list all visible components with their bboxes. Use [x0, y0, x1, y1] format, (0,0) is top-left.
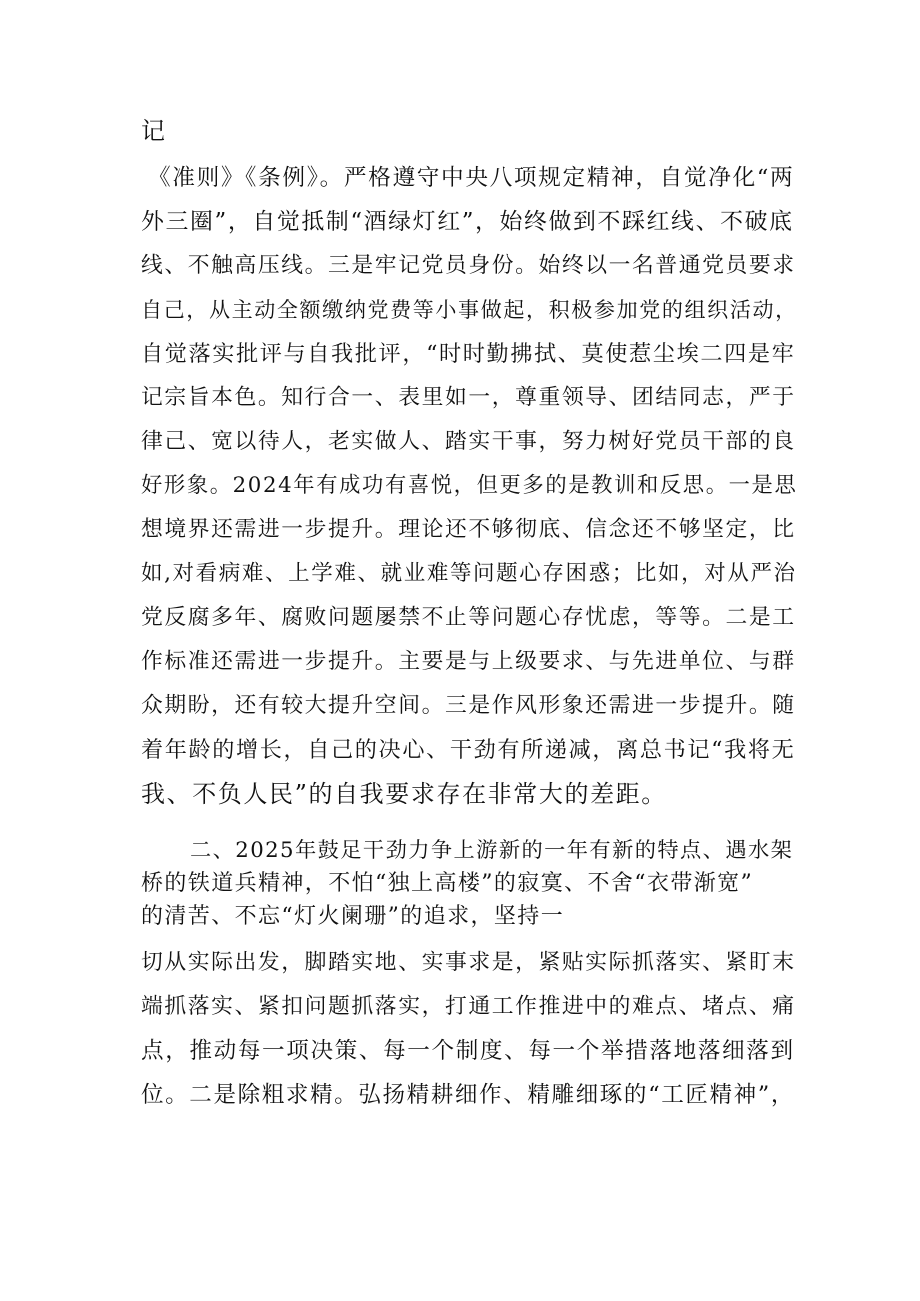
text-line: 自觉落实批评与自我批评，“时时勤拂拭、莫使惹尘埃二四是牢 — [141, 341, 796, 367]
text-line: 好形象。2024年有成功有喜悦，但更多的是教训和反思。一是思 — [141, 473, 798, 498]
text-line: 点，推动每一项决策、每一个制度、每一个举措落地落细落到 — [141, 1038, 795, 1064]
text-line: 记 — [141, 117, 167, 145]
text-line: 我、不负人民”的自我要求存在非常大的差距。 — [141, 780, 667, 808]
text-line: 《准则》《条例》。严格遵守中央八项规定精神，自觉净化“两 — [148, 165, 795, 191]
section-heading-line: 二、2025年鼓足干劲力争上游新的一年有新的特点、遇水架 — [190, 838, 794, 863]
text-line: 外三圈”，自觉抵制“酒绿灯红”，始终做到不踩红线、不破底 — [141, 209, 794, 235]
text-line: 桥的铁道兵精神，不怕“独上高楼”的寂寞、不舍“衣带渐宽” — [141, 871, 754, 896]
text-line: 的清苦、不忘“灯火阑珊”的追求，坚持一 — [141, 904, 565, 929]
text-line: 想境界还需进一步提升。理论还不够彻底、信念还不够坚定，比 — [141, 517, 796, 542]
text-line: 作标准还需进一步提升。主要是与上级要求、与先进单位、与群 — [141, 649, 796, 674]
text-line: 如,对看病难、上学难、就业难等问题心存困惑；比如，对从严治 — [141, 561, 797, 586]
text-line: 切从实际出发，脚踏实地、实事求是，紧贴实际抓落实、紧盯末 — [141, 950, 796, 975]
text-line: 律己、宽以待人，老实做人、踏实干事，努力树好党员干部的良 — [141, 429, 796, 454]
text-line: 端抓落实、紧扣问题抓落实，打通工作推进中的难点、堵点、痛 — [141, 994, 796, 1019]
text-line: 党反腐多年、腐败问题屡禁不止等问题心存忧虑，等等。二是工 — [141, 605, 796, 630]
text-line: 线、不触高压线。三是牢记党员身份。始终以一名普通党员要求 — [141, 253, 796, 278]
text-line: 着年龄的增长，自己的决心、干劲有所递减，离总书记“我将无 — [141, 737, 796, 763]
text-line: 记宗旨本色。知行合一、表里如一，尊重领导、团结同志，严于 — [141, 385, 796, 410]
text-line: 自己，从主动全额缴纳党费等小事做起，积极参加党的组织活动， — [141, 297, 798, 322]
text-line: 位。二是除粗求精。弘扬精耕细作、精雕细琢的“工匠精神”， — [141, 1082, 796, 1108]
text-line: 众期盼，还有较大提升空间。三是作风形象还需进一步提升。随 — [141, 693, 796, 718]
